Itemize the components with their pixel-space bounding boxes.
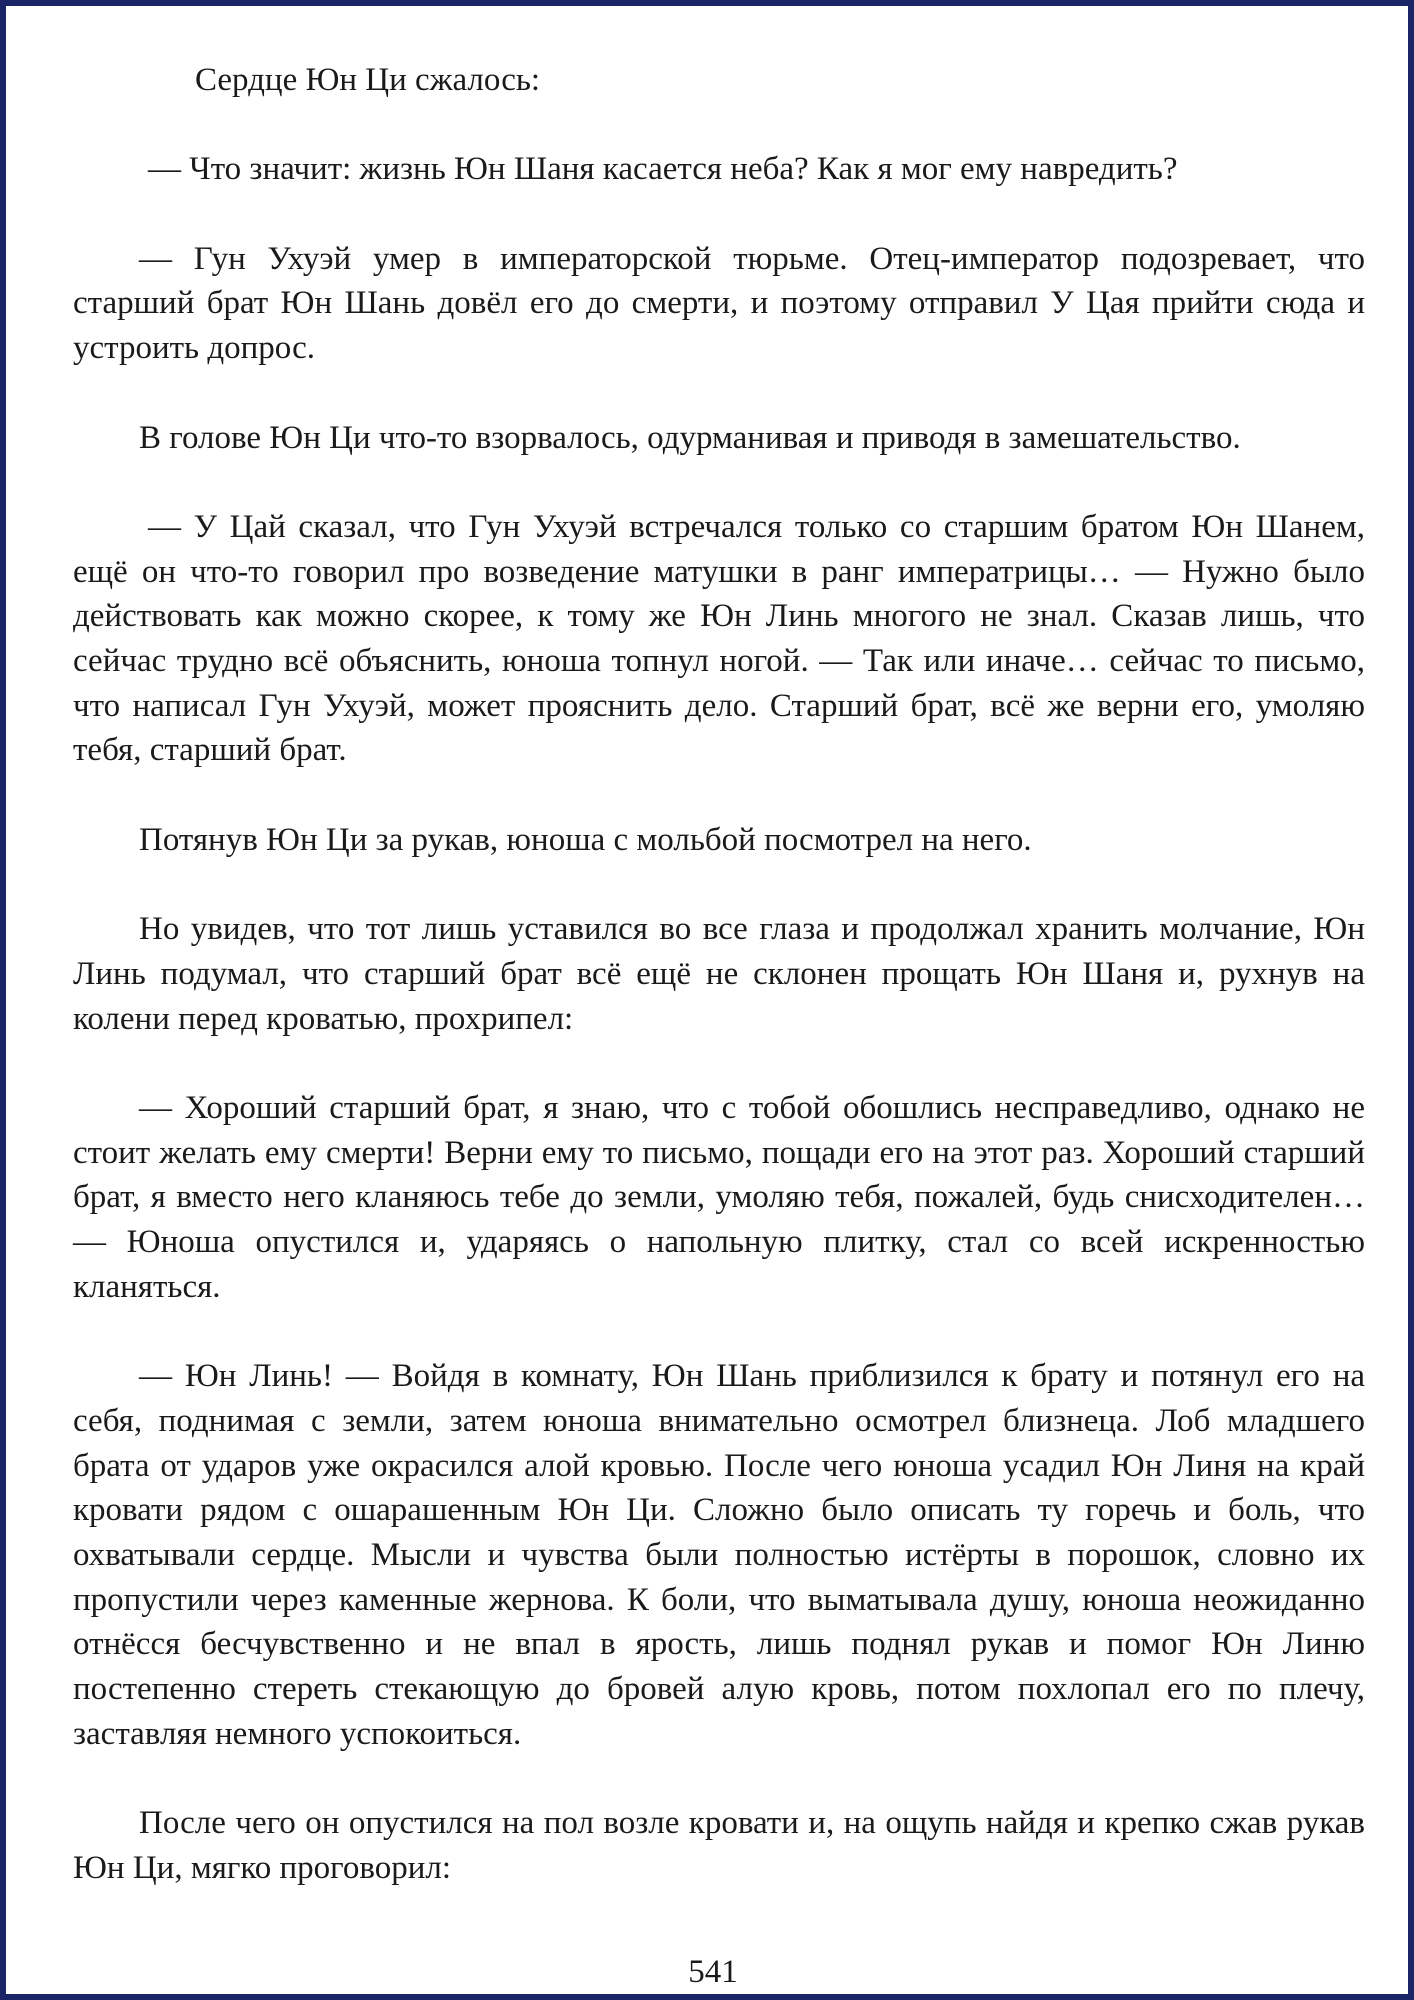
page-number: 541 — [688, 1954, 738, 1990]
paragraph-5: — У Цай сказал, что Гун Ухуэй встречался только со старшим братом Юн Шанем, ещё он что-то говорил про возведение матушки в ранг императрицы… — Нужно было действовать как можно скорее, к тому же Юн Линь многого не знал. Сказав лишь, что сейчас трудно всё объяснить, юноша топнул ногой. — Так или иначе… сейчас то письмо, что написал Гун Ухуэй, может прояснить дело. Старший брат, всё же верни его, умоляю тебя, старший брат. — [73, 508, 1365, 769]
paragraph-3: — Гун Ухуэй умер в императорской тюрьме. Отец-император подозревает, что старший брат Юн Шань довёл его до смерти, и поэтому отправил У Цая прийти сюда и устроить допрос. — [73, 240, 1365, 367]
paragraph-9: — Юн Линь! — Войдя в комнату, Юн Шань приблизился к брату и потянул его на себя, поднимая с земли, затем юноша внимательно осмотрел близнеца. Лоб младшего брата от ударов уже окрасился алой кровью. После чего юноша усадил Юн Линя на край кровати рядом с ошарашенным Юн Ци. Сложно было описать ту горечь и боль, что охватывали сердце. Мысли и чувства были полностью истёрты в порошок, словно их пропустили через каменные жернова. К боли, что выматывала душу, юноша неожиданно отнёсся бесчувственно и не впал в ярость, лишь поднял рукав и помог Юн Линю постепенно стереть стекающую до бровей алую кровь, потом похлопал его по плечу, заставляя немного успокоиться. — [73, 1358, 1365, 1752]
paragraph-10: После чего он опустился на пол возле кровати и, на ощупь найдя и крепко сжав рукав Юн Ци, мягко проговорил: — [73, 1805, 1365, 1886]
paragraph-7: Но увидев, что тот лишь уставился во все глаза и продолжал хранить молчание, Юн Линь подумал, что старший брат всё ещё не склонен прощать Юн Шаня и, рухнув на колени перед кроватью, прохрипел: — [73, 911, 1365, 1037]
paragraph-1: Сердце Юн Ци сжалось: — [195, 62, 541, 98]
paragraph-2: — Что значит: жизнь Юн Шаня касается неба? Как я мог ему навредить? — [148, 151, 1178, 188]
paragraph-8: — Хороший старший брат, я знаю, что с тобой обошлись несправедливо, однако не стоит желать ему смерти! Верни ему то письмо, пощади его на этот раз. Хороший старший брат, я вместо него кланяюсь тебе до земли, умоляю тебя, пожалей, будь снисходителен… — Юноша опустился и, ударяясь о напольную плитку, стал со всей искренностью кланяться. — [73, 1090, 1365, 1305]
page-body — [73, 58, 1365, 1891]
paragraph-4: В голове Юн Ци что-то взорвалось, одурманивая и приводя в замешательство. — [139, 419, 1241, 456]
paragraph-6: Потянув Юн Ци за рукав, юноша с мольбой посмотрел на него. — [139, 821, 1032, 858]
